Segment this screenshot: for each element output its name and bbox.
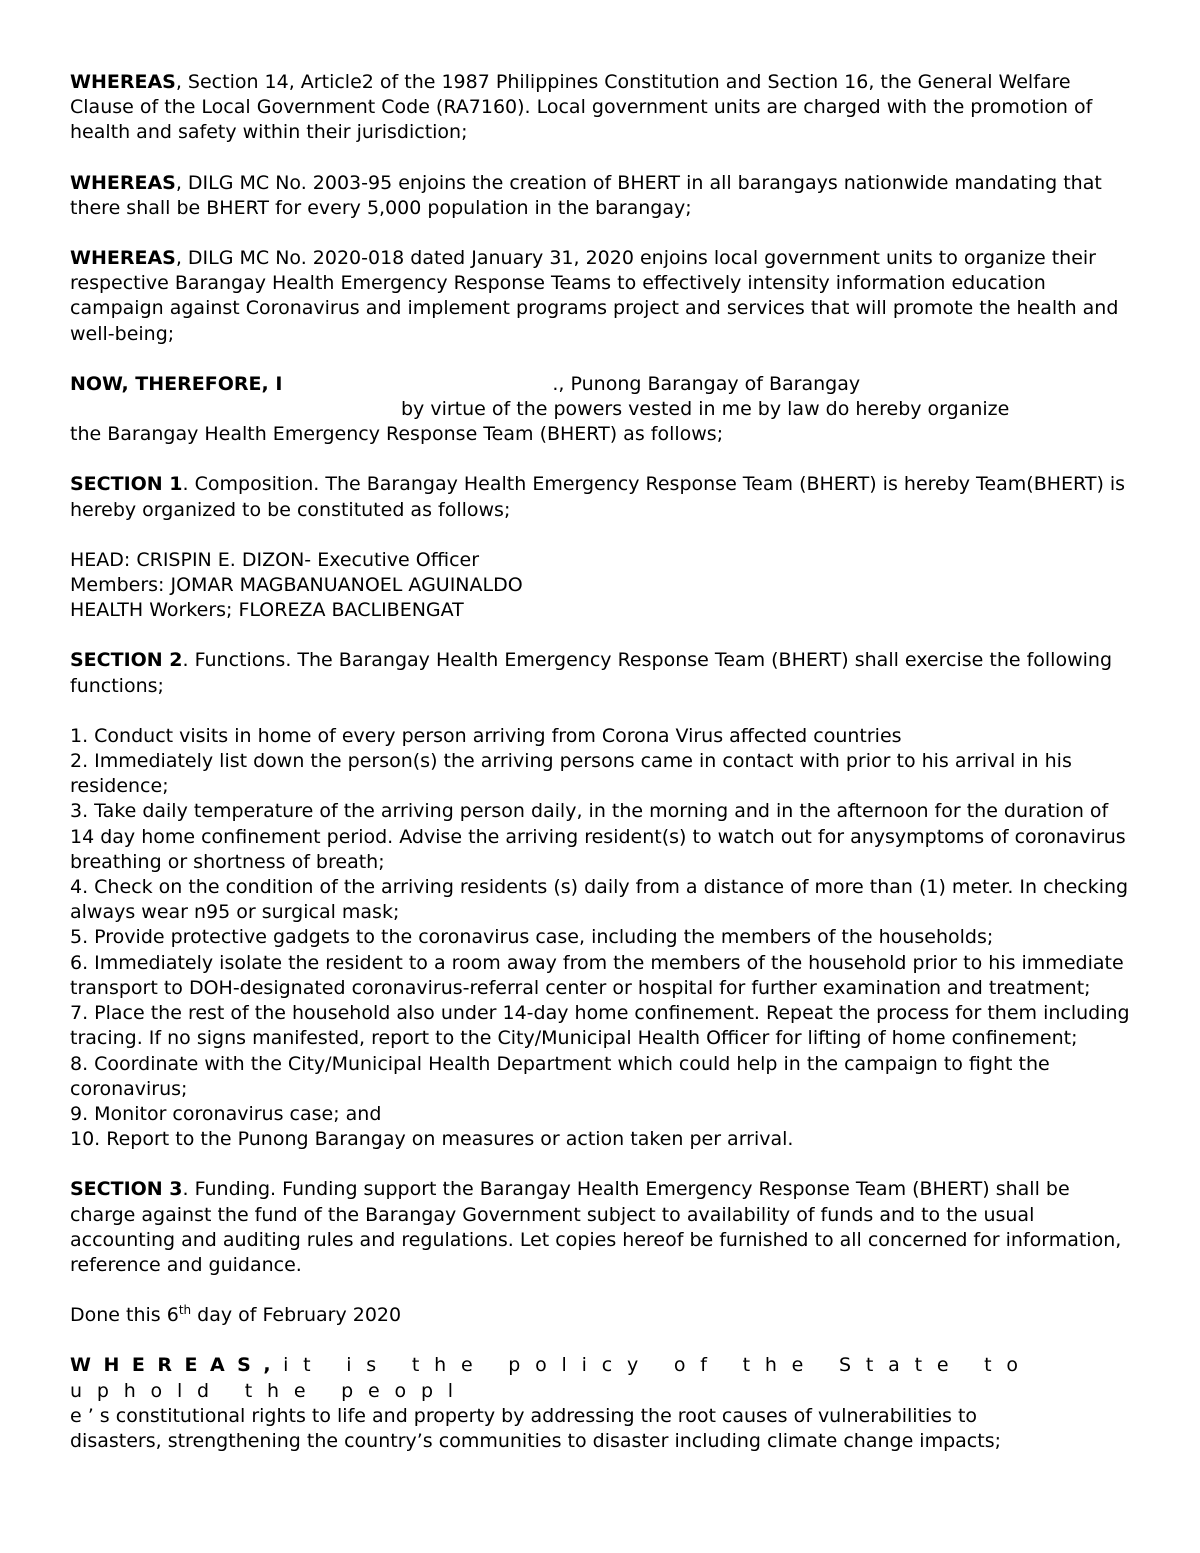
whereas-keyword: WHEREAS: [70, 71, 176, 93]
whereas-clause-2: [70, 171, 1135, 221]
now-therefore-line-3: the Barangay Health Emergency Response Team (BHERT) as follows;: [70, 423, 724, 446]
section-3: [70, 1177, 1135, 1278]
function-item: 4. Check on the condition of the arriving residents (s) daily from a distance of more than (1) meter. In checking always wear n95 or surgical mask;: [70, 876, 1129, 924]
function-item: 1. Conduct visits in home of every person arriving from Corona Virus affected countries: [70, 724, 902, 747]
whereas-text: , DILG MC No. 2020-018 dated January 31, 2020 enjoins local government units to organize their respective Barangay Health Emergency Response Teams to effectively intensity information education campaign against Coronavirus and implement programs project and services that will promote the health and well-being;: [70, 247, 1119, 345]
section-3-text: . Funding. Funding support the Barangay Health Emergency Response Team (BHERT) shall be charge against the fund of the Barangay Government subject to availability of funds and to the usual accounting and auditing rules and regulations. Let copies hereof be furnished to all concerned for information, reference and guidance.: [70, 1178, 1122, 1276]
section-1-heading: SECTION 1: [70, 473, 183, 496]
section-1: [70, 472, 1135, 522]
whereas-keyword: WHEREAS: [70, 247, 176, 270]
function-item: 10. Report to the Punong Barangay on measures or action taken per arrival.: [70, 1128, 794, 1151]
whereas-4-spaced-text: it is the policy of the State to uphold the peopl: [70, 1354, 1033, 1402]
done-text: Done this 6: [70, 1304, 179, 1327]
now-therefore-line-1: [70, 372, 1135, 397]
whereas-keyword: WHEREAS: [70, 171, 176, 194]
whereas-text: , DILG MC No. 2003-95 enjoins the creation of BHERT in all barangays nationwide mandating that there shall be BHERT for every 5,000 population in the barangay;: [70, 171, 1102, 219]
function-item: 9. Monitor coronavirus case; and: [70, 1102, 382, 1125]
composition-list: [70, 548, 1135, 624]
done-text-after: day of February 2020: [191, 1304, 402, 1327]
function-item: 8. Coordinate with the City/Municipal Health Department which could help in the campaign to fight the coronavirus;: [70, 1052, 1050, 1100]
whereas-text: , Section 14, Article2 of the 1987 Philippines Constitution and Section 16, the General Welfare Clause of the Local Government Code (RA7160). Local government units are charged with the promotion of health and safety within their jurisdiction;: [70, 71, 1093, 144]
function-item: 2. Immediately list down the person(s) the arriving persons came in contact with prior to his arrival in his residence;: [70, 750, 1072, 798]
whereas-clause-3: [70, 246, 1135, 347]
functions-list: [70, 724, 1135, 1152]
whereas-clause-4: [70, 1353, 1135, 1454]
whereas-4-line-3: disasters, strengthening the country’s communities to disaster including climate change impacts;: [70, 1429, 1001, 1452]
now-therefore-line-1-text: ., Punong Barangay of Barangay: [552, 372, 861, 395]
ordinal-suffix: th: [178, 1303, 192, 1318]
function-item: 5. Provide protective gadgets to the coronavirus case, including the members of the households;: [70, 926, 994, 949]
section-2: [70, 648, 1135, 698]
now-therefore-line-2: by virtue of the powers vested in me by law do hereby organize: [401, 398, 1010, 421]
composition-health-workers: HEALTH Workers; FLOREZA BACLIBENGAT: [70, 599, 464, 622]
function-item: 3. Take daily temperature of the arriving person daily, in the morning and in the afternoon for the duration of 14 day home confinement period. Advise the arriving resident(s) to watch out for anysymptoms of coronavirus breathing or shortness of breath;: [70, 800, 1126, 873]
composition-members: Members: JOMAR MAGBANUANOEL AGUINALDO: [70, 574, 523, 597]
done-date-line: [70, 1303, 1135, 1328]
section-2-text: . Functions. The Barangay Health Emergency Response Team (BHERT) shall exercise the following functions;: [70, 649, 1113, 697]
function-item: 7. Place the rest of the household also under 14-day home confinement. Repeat the process for them including tracing. If no signs manifested, report to the City/Municipal Health Officer for lifting of home confinement;: [70, 1002, 1130, 1050]
whereas-clause-1: [70, 70, 1135, 146]
whereas-keyword-spaced: WHEREAS,: [70, 1354, 284, 1377]
whereas-4-line-1: [70, 1353, 1135, 1403]
document-page: [70, 70, 1135, 1479]
section-2-heading: SECTION 2: [70, 649, 183, 672]
now-therefore-clause: [70, 372, 1135, 448]
whereas-4-line-2: e ’ s constitutional rights to life and property by addressing the root causes of vulnerabilities to: [70, 1404, 978, 1427]
now-therefore-keyword: NOW, THEREFORE, I: [70, 372, 283, 395]
composition-head: HEAD: CRISPIN E. DIZON- Executive Officer: [70, 548, 480, 571]
section-3-heading: SECTION 3: [70, 1178, 183, 1201]
section-1-text: . Composition. The Barangay Health Emergency Response Team (BHERT) is hereby Team(BHERT) is hereby organized to be constituted as follows;: [70, 473, 1126, 521]
function-item: 6. Immediately isolate the resident to a room away from the members of the household prior to his immediate transport to DOH-designated coronavirus-referral center or hospital for further examination and treatment;: [70, 951, 1124, 999]
